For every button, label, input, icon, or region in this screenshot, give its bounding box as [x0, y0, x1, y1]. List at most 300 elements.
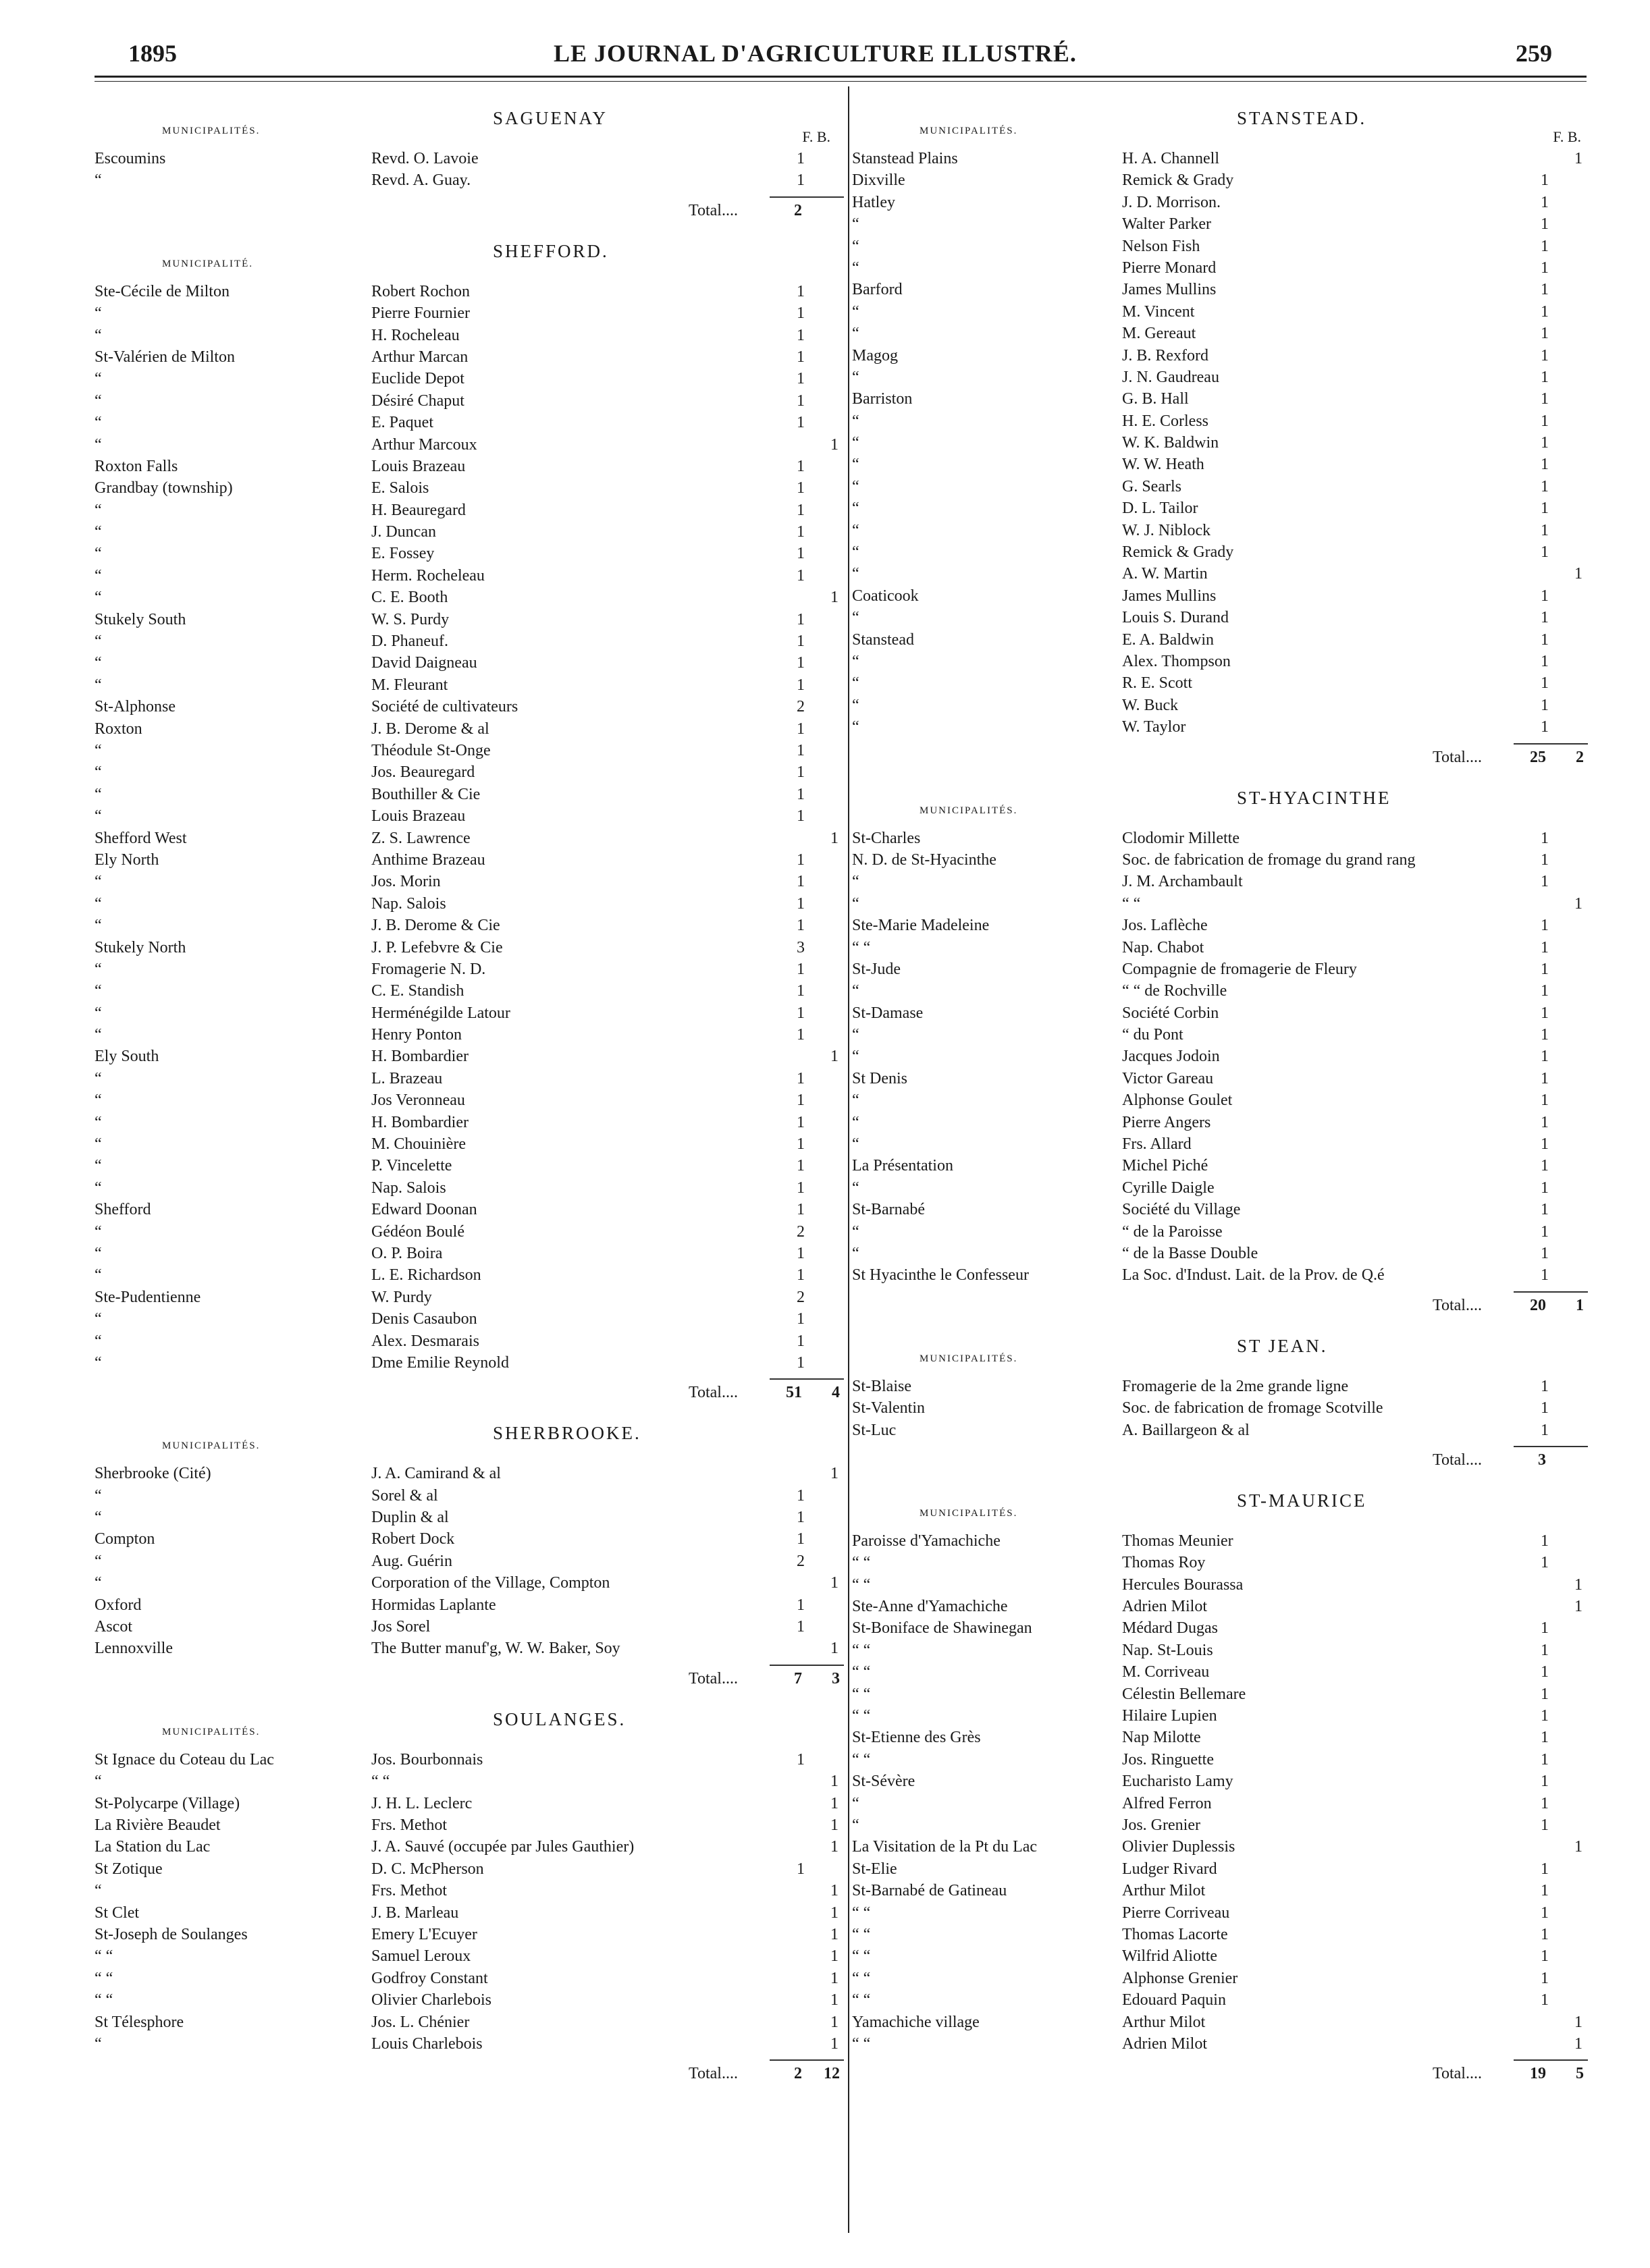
count-f: 1	[797, 1596, 805, 1614]
section-header	[852, 781, 1595, 830]
count-f: 1	[797, 1750, 805, 1769]
producer-name: Médard Dugas	[1122, 1619, 1218, 1638]
producer-name: Remick & Grady	[1122, 171, 1234, 190]
municipality-name: “	[95, 435, 102, 454]
municipality-name: St-Barnabé de Gatineau	[852, 1882, 1007, 1900]
fb-column-label: F. B.	[802, 128, 830, 145]
municipality-name: “	[852, 1816, 859, 1834]
list-item	[95, 1947, 844, 1969]
count-f: 1	[797, 479, 805, 497]
producer-name: Louis Charlebois	[371, 2034, 483, 2053]
municipality-name: “	[852, 521, 859, 539]
section-header	[95, 1416, 844, 1465]
municipality-name: St-Barnabé	[852, 1201, 925, 1219]
count-f: 1	[797, 1069, 805, 1087]
list-item	[852, 1838, 1595, 1860]
list-item	[852, 982, 1595, 1004]
municipality-name: Shefford	[95, 1201, 151, 1219]
municipality-name: La Station du Lac	[95, 1838, 211, 1856]
total-rule	[770, 2059, 844, 2061]
producer-name: Victor Gareau	[1122, 1069, 1214, 1087]
municipality-name: “	[95, 326, 102, 344]
producer-name: Jos. Beauregard	[371, 763, 475, 782]
municipality-name: “	[95, 370, 102, 388]
list-item	[95, 1991, 844, 2013]
producer-name: D. Phaneuf.	[371, 632, 448, 651]
producer-name: Célestin Bellemare	[1122, 1685, 1246, 1703]
producer-name: Compagnie de fromagerie de Fleury	[1122, 960, 1357, 978]
municipality-name: “	[852, 718, 859, 736]
list-item	[852, 2014, 1595, 2035]
count-f: 1	[797, 1509, 805, 1527]
section-total	[95, 194, 844, 234]
producer-name: Jos. Grenier	[1122, 1816, 1200, 1834]
municipality-name: “	[852, 873, 859, 891]
count-f: 1	[797, 632, 805, 651]
count-f: 1	[797, 654, 805, 672]
list-item	[95, 1266, 844, 1288]
municipality-name: “ “	[852, 1750, 871, 1769]
list-item	[852, 1926, 1595, 1947]
list-item	[852, 609, 1595, 630]
list-item	[95, 348, 844, 370]
list-item	[852, 1707, 1595, 1729]
municipality-name: Stukely North	[95, 938, 186, 956]
count-f: 1	[1541, 1554, 1549, 1572]
municipality-name: St-Blaise	[852, 1377, 911, 1395]
producer-name: C. E. Standish	[371, 982, 464, 1000]
count-f: 1	[797, 1244, 805, 1262]
municipality-name: “ “	[852, 1641, 871, 1659]
list-item	[95, 1332, 844, 1354]
count-f: 1	[1541, 1421, 1549, 1439]
list-item	[852, 1729, 1595, 1750]
list-item	[852, 1201, 1595, 1222]
total-b: 12	[824, 2065, 840, 2083]
producer-name: H. E. Corless	[1122, 412, 1208, 430]
list-item	[852, 1266, 1595, 1288]
total-rule	[1514, 2059, 1588, 2061]
municipality-name: Ste-Marie Madeleine	[852, 917, 990, 935]
total-f: 20	[1530, 1296, 1546, 1314]
list-item	[852, 215, 1595, 237]
municipality-name: “	[852, 1794, 859, 1812]
count-b: 1	[830, 1465, 839, 1483]
list-item	[95, 1201, 844, 1222]
municipality-name: “	[95, 785, 102, 803]
municipality-name: Sherbrooke (Cité)	[95, 1465, 211, 1483]
municipality-name: Paroisse d'Yamachiche	[852, 1532, 1001, 1550]
producer-name: Jos. Laflèche	[1122, 917, 1208, 935]
count-b: 1	[830, 1947, 839, 1966]
list-item	[852, 851, 1595, 873]
header-title: LE JOURNAL D'AGRICULTURE ILLUSTRÉ.	[554, 40, 1077, 67]
total-rule	[770, 1665, 844, 1666]
list-item	[852, 281, 1595, 302]
municipality-name: Ascot	[95, 1618, 132, 1636]
municipality-name: N. D. de St-Hyacinthe	[852, 850, 996, 869]
producer-name: Désiré Chaput	[371, 392, 464, 410]
section-total	[95, 1662, 844, 1702]
producer-name: M. Fleurant	[371, 676, 448, 694]
count-b: 1	[1574, 565, 1582, 583]
municipality-name: “	[95, 982, 102, 1000]
section-total	[95, 1376, 844, 1416]
count-b: 1	[1574, 2013, 1582, 2031]
count-f: 1	[1541, 1794, 1549, 1812]
count-b: 1	[830, 2034, 839, 2053]
producer-name: Pierre Fournier	[371, 304, 470, 323]
list-item	[95, 1465, 844, 1486]
municipality-name: St-Etienne des Grès	[852, 1729, 981, 1747]
list-item	[852, 895, 1595, 917]
producer-name: R. E. Scott	[1122, 674, 1193, 693]
municipality-name: Ely South	[95, 1048, 159, 1066]
list-item	[95, 1070, 844, 1091]
list-item	[95, 304, 844, 326]
list-item	[852, 565, 1595, 587]
municipality-name: “	[95, 171, 102, 190]
count-f: 1	[1541, 1377, 1549, 1395]
producer-name: Alex. Desmarais	[371, 1332, 479, 1350]
municipality-name: “	[852, 696, 859, 714]
producer-name: E. Paquet	[371, 414, 433, 432]
municipality-name: “	[852, 1113, 859, 1131]
producer-name: J. B. Derome & Cie	[371, 917, 500, 935]
list-item	[852, 587, 1595, 609]
producer-name: Aug. Guérin	[371, 1552, 452, 1570]
producer-name: H. Bombardier	[371, 1048, 469, 1066]
list-item	[95, 283, 844, 304]
count-b: 1	[830, 1882, 839, 1900]
municipality-name: “	[95, 763, 102, 782]
municipality-name: “	[95, 741, 102, 759]
list-item	[95, 523, 844, 545]
municipality-name: “	[95, 589, 102, 607]
producer-name: Thomas Lacorte	[1122, 1925, 1228, 1943]
municipality-name: “	[852, 1244, 859, 1262]
municipality-name: “	[95, 917, 102, 935]
producer-name: J. B. Derome & al	[371, 720, 489, 738]
count-b: 1	[830, 435, 839, 454]
list-item	[852, 347, 1595, 369]
list-item	[95, 1310, 844, 1332]
municipality-name: “	[95, 894, 102, 913]
municipality-name: Lennoxville	[95, 1640, 173, 1658]
header-rule	[95, 76, 1587, 78]
count-f: 1	[797, 1486, 805, 1505]
list-item	[95, 327, 844, 348]
producer-name: “ “	[1122, 894, 1141, 913]
count-f: 1	[1541, 982, 1549, 1000]
municipality-name: “	[95, 566, 102, 585]
producer-name: L. Brazeau	[371, 1069, 443, 1087]
municipality-name: “	[852, 982, 859, 1000]
list-item	[852, 303, 1595, 325]
municipality-name: “	[95, 807, 102, 826]
producer-name: Louis S. Durand	[1122, 609, 1229, 627]
producer-name: J. A. Sauvé (occupée par Jules Gauthier)	[371, 1838, 635, 1856]
producer-name: W. J. Niblock	[1122, 521, 1211, 539]
list-item	[95, 171, 844, 193]
producer-name: Henry Ponton	[371, 1026, 462, 1044]
municipality-name: “ “	[852, 1904, 871, 1922]
municipality-name: “	[95, 960, 102, 978]
list-item	[852, 830, 1595, 851]
total-label: Total....	[689, 1669, 738, 1688]
count-f: 1	[797, 741, 805, 759]
list-item	[95, 982, 844, 1004]
count-f: 1	[797, 150, 805, 167]
list-item	[95, 370, 844, 392]
municipality-name: “	[95, 1486, 102, 1505]
count-f: 1	[1541, 1113, 1549, 1131]
municipality-name: Stukely South	[95, 610, 186, 628]
count-b: 1	[830, 589, 839, 607]
count-f: 1	[1541, 1069, 1549, 1087]
municipality-name: “	[95, 1157, 102, 1175]
list-item	[95, 1487, 844, 1509]
municipality-name: St-Polycarpe (Village)	[95, 1794, 240, 1812]
municipality-name: “	[95, 1222, 102, 1241]
list-item	[852, 1157, 1595, 1179]
municipality-name: “	[852, 1222, 859, 1241]
count-f: 1	[797, 1266, 805, 1285]
count-f: 1	[1541, 1004, 1549, 1022]
producer-name: Hormidas Laplante	[371, 1596, 496, 1614]
list-item	[852, 194, 1595, 215]
producer-name: Z. S. Lawrence	[371, 829, 471, 847]
count-f: 1	[797, 457, 805, 475]
producer-name: Remick & Grady	[1122, 543, 1234, 562]
municipality-name: “	[95, 873, 102, 891]
count-f: 1	[1541, 1048, 1549, 1066]
producer-name: “ de la Paroisse	[1122, 1222, 1223, 1241]
count-f: 1	[1541, 456, 1549, 474]
section-name: SHERBROOKE.	[493, 1423, 641, 1444]
list-item	[95, 1860, 844, 1882]
list-item	[852, 1378, 1595, 1399]
count-f: 1	[1541, 302, 1549, 321]
list-item	[852, 1882, 1595, 1904]
count-f: 1	[1541, 1091, 1549, 1110]
producer-name: Herm. Rocheleau	[371, 566, 485, 585]
producer-name: Nap. St-Louis	[1122, 1641, 1213, 1659]
list-item	[852, 939, 1595, 961]
count-f: 1	[1541, 1707, 1549, 1725]
list-item	[95, 1048, 844, 1069]
count-f: 1	[1541, 543, 1549, 562]
producer-name: J. D. Morrison.	[1122, 193, 1221, 211]
header-page-number: 259	[1516, 40, 1552, 67]
list-item	[95, 1926, 844, 1947]
municipality-name: “	[95, 632, 102, 651]
list-item	[95, 1026, 844, 1048]
producer-name: Hilaire Lupien	[1122, 1707, 1217, 1725]
count-f: 1	[1541, 718, 1549, 736]
producer-name: Eucharisto Lamy	[1122, 1773, 1233, 1791]
list-item	[95, 589, 844, 610]
list-item	[95, 611, 844, 632]
list-item	[95, 1795, 844, 1816]
producer-name: Jos. L. Chénier	[371, 2013, 470, 2031]
count-f: 1	[797, 1026, 805, 1044]
producer-name: J. B. Rexford	[1122, 346, 1208, 364]
producer-name: Olivier Duplessis	[1122, 1838, 1235, 1856]
list-item	[852, 718, 1595, 740]
municipality-name: St Zotique	[95, 1860, 163, 1878]
municipality-name: “	[852, 1048, 859, 1066]
municipality-name: “	[95, 501, 102, 519]
producer-name: O. P. Boira	[371, 1244, 443, 1262]
producer-name: “ de la Basse Double	[1122, 1244, 1258, 1262]
list-item	[95, 436, 844, 458]
municipality-name: “	[95, 1069, 102, 1087]
count-b: 1	[830, 1640, 839, 1658]
municipality-name: “	[852, 215, 859, 234]
municipality-name: “	[852, 1179, 859, 1197]
section-total	[852, 1443, 1595, 1484]
producer-name: “ “	[371, 1773, 390, 1791]
municipality-name: “ “	[852, 1707, 871, 1725]
count-f: 1	[797, 282, 805, 300]
list-item	[852, 1970, 1595, 1991]
list-item	[95, 1904, 844, 1926]
producer-name: W. S. Purdy	[371, 610, 450, 628]
producer-name: Alfred Ferron	[1122, 1794, 1212, 1812]
list-item	[95, 1004, 844, 1026]
list-item	[852, 543, 1595, 565]
municipality-name: “	[852, 674, 859, 693]
count-f: 1	[1541, 696, 1549, 714]
count-b: 1	[830, 1991, 839, 2009]
list-item	[852, 1554, 1595, 1575]
municipality-name: La Présentation	[852, 1157, 953, 1175]
producer-name: E. Fossey	[371, 545, 435, 563]
list-item	[95, 830, 844, 851]
municipality-name: “	[852, 412, 859, 430]
municipality-name: Barriston	[852, 390, 913, 408]
section-name: ST-MAURICE	[1237, 1490, 1367, 1511]
count-f: 1	[797, 785, 805, 803]
count-f: 1	[1541, 1641, 1549, 1659]
municipality-name: “	[852, 477, 859, 495]
count-f: 1	[1541, 412, 1549, 430]
list-item	[95, 786, 844, 807]
count-b: 1	[830, 1925, 839, 1943]
producer-name: Godfroy Constant	[371, 1969, 488, 1987]
producer-name: Fromagerie de la 2me grande ligne	[1122, 1377, 1349, 1395]
municipality-name: “	[95, 654, 102, 672]
list-item	[852, 1860, 1595, 1882]
list-item	[852, 456, 1595, 477]
producer-name: Ludger Rivard	[1122, 1860, 1217, 1878]
list-item	[95, 1509, 844, 1530]
count-f: 3	[797, 938, 805, 956]
list-item	[852, 1091, 1595, 1113]
producer-name: Alphonse Goulet	[1122, 1091, 1233, 1110]
total-f: 51	[786, 1384, 802, 1402]
producer-name: Clodomir Millette	[1122, 829, 1240, 847]
list-item	[95, 1114, 844, 1135]
producer-name: Cyrille Daigle	[1122, 1179, 1215, 1197]
list-item	[852, 1532, 1595, 1554]
total-b: 4	[832, 1384, 840, 1402]
count-f: 1	[797, 1860, 805, 1878]
municipality-name: “	[95, 1244, 102, 1262]
municipality-label: MUNICIPALITÉS.	[920, 805, 1018, 816]
producer-name: A. W. Martin	[1122, 565, 1208, 583]
municipality-name: St Ignace du Coteau du Lac	[95, 1750, 274, 1769]
count-f: 1	[797, 982, 805, 1000]
count-f: 1	[1541, 1179, 1549, 1197]
municipality-name: St Télesphore	[95, 2013, 184, 2031]
list-item	[95, 479, 844, 501]
list-item	[95, 1970, 844, 1991]
count-f: 1	[1541, 281, 1549, 299]
municipality-name: “ “	[95, 1969, 113, 1987]
list-item	[852, 150, 1595, 171]
list-item	[852, 917, 1595, 938]
total-f: 19	[1530, 2065, 1546, 2083]
count-f: 1	[797, 501, 805, 519]
producer-name: Société du Village	[1122, 1201, 1241, 1219]
producer-name: Nap. Chabot	[1122, 938, 1204, 956]
municipality-name: St-Valérien de Milton	[95, 348, 235, 366]
count-f: 1	[797, 1530, 805, 1548]
count-f: 1	[797, 1353, 805, 1372]
list-item	[95, 567, 844, 589]
producer-name: David Daigneau	[371, 654, 477, 672]
municipality-name: “	[95, 2034, 102, 2053]
list-item	[852, 369, 1595, 390]
municipality-name: Oxford	[95, 1596, 142, 1614]
count-f: 1	[797, 1332, 805, 1350]
count-f: 1	[1541, 171, 1549, 190]
municipality-name: “	[95, 1179, 102, 1197]
producer-name: G. B. Hall	[1122, 390, 1189, 408]
producer-name: W. Purdy	[371, 1288, 432, 1306]
total-f: 3	[1538, 1451, 1546, 1469]
count-f: 1	[797, 326, 805, 344]
municipality-name: “ “	[852, 1969, 871, 1987]
municipality-name: “	[852, 1091, 859, 1110]
list-item	[95, 939, 844, 961]
list-item	[95, 1574, 844, 1596]
count-f: 1	[797, 414, 805, 432]
producer-name: Société de cultivateurs	[371, 698, 518, 716]
municipality-name: “	[95, 304, 102, 323]
municipality-name: “	[95, 545, 102, 563]
list-item	[852, 1991, 1595, 2013]
municipality-name: Magog	[852, 346, 898, 364]
municipality-name: “	[852, 237, 859, 255]
municipality-name: “	[95, 414, 102, 432]
section-name: STANSTEAD.	[1237, 108, 1367, 128]
count-f: 1	[797, 894, 805, 913]
municipality-label: MUNICIPALITÉS.	[162, 1440, 261, 1452]
list-item	[852, 674, 1595, 696]
section-header	[852, 1329, 1595, 1378]
count-f: 1	[1541, 390, 1549, 408]
count-f: 1	[797, 1091, 805, 1110]
count-f: 1	[1541, 1773, 1549, 1791]
list-item	[852, 1947, 1595, 1969]
municipality-name: St-Luc	[852, 1421, 897, 1439]
total-label: Total....	[1433, 2065, 1482, 2083]
total-f: 25	[1530, 748, 1546, 766]
left-column	[95, 101, 844, 2097]
